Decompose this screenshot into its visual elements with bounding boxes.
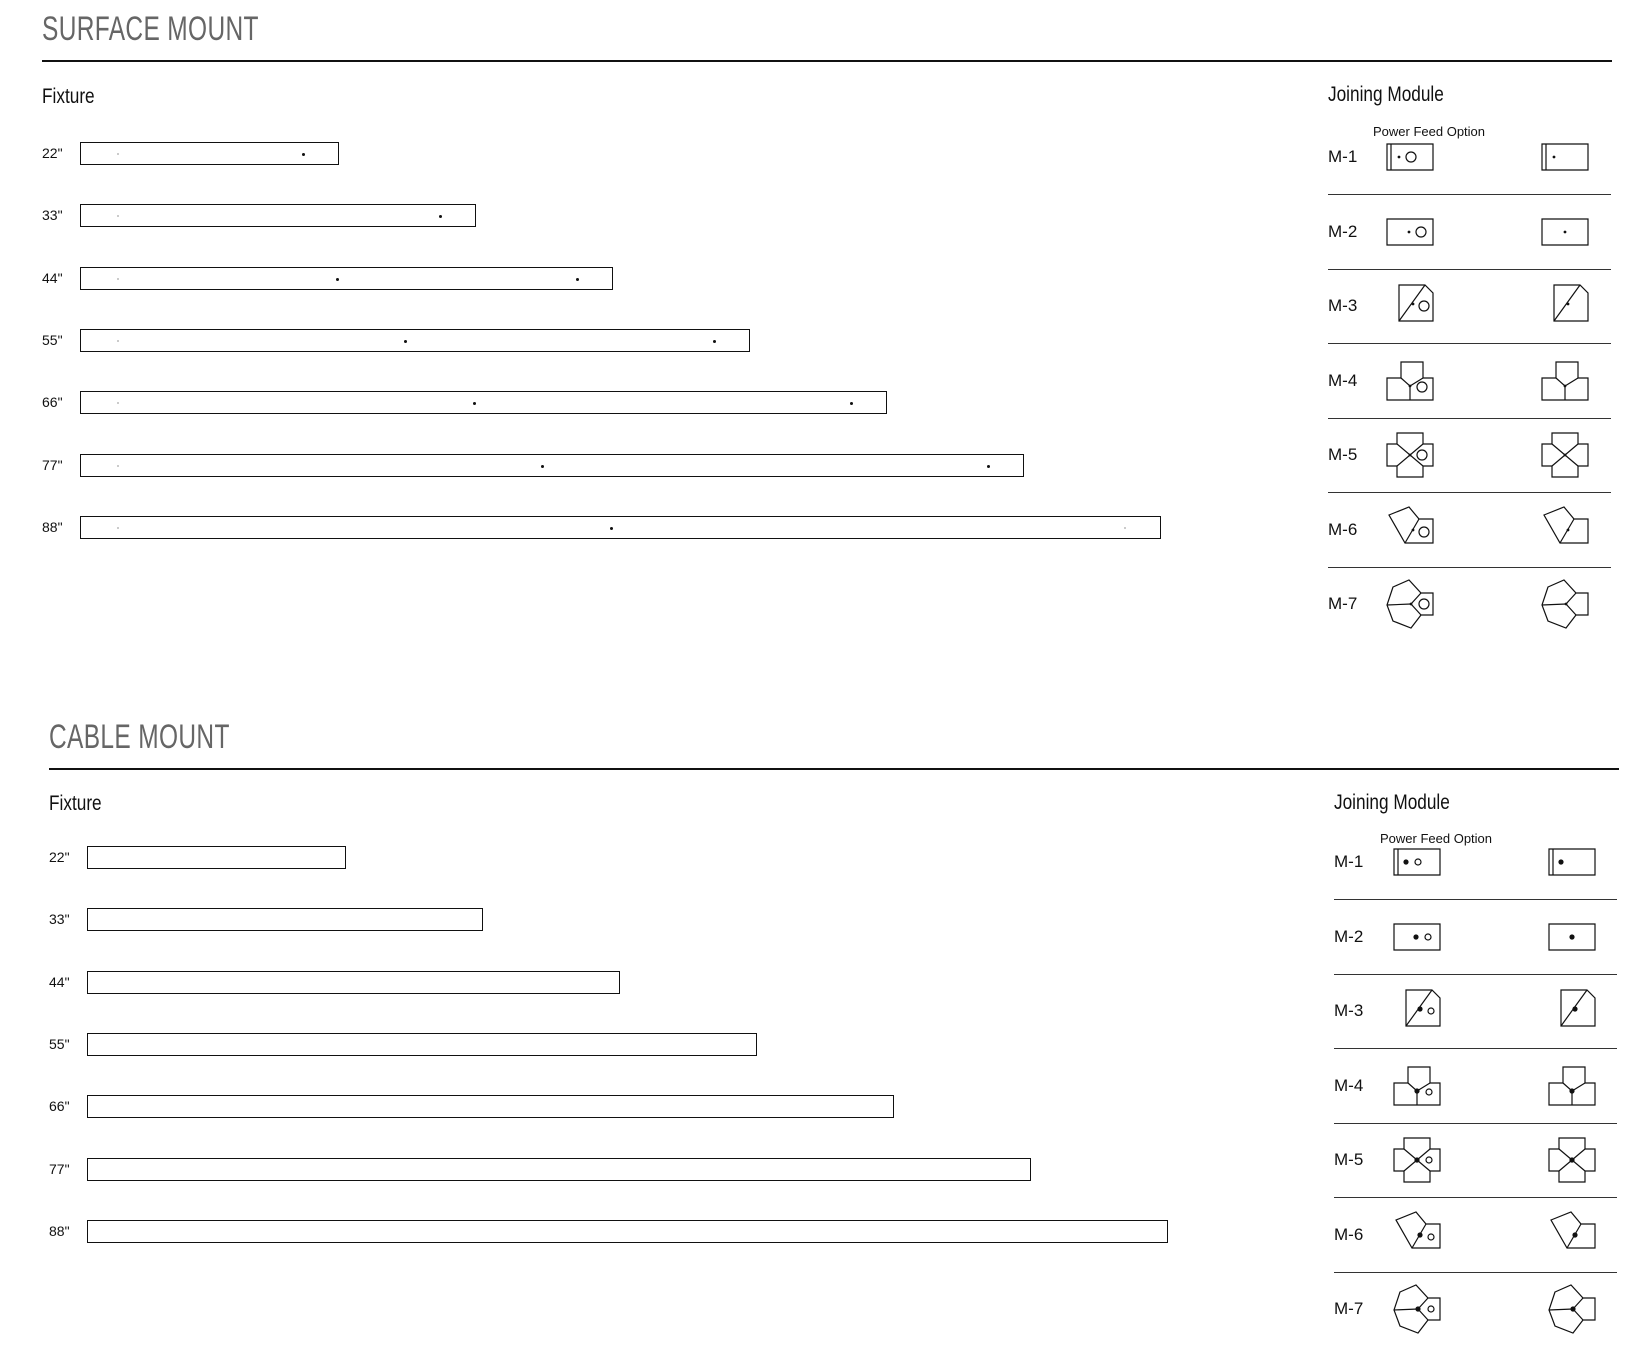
fixture-length-label: 77" — [42, 456, 63, 473]
connection-point — [1570, 1306, 1575, 1311]
module-icon-m7 — [1547, 1284, 1597, 1334]
title-rule — [49, 768, 1619, 770]
fixture-bar — [87, 971, 620, 994]
power-feed-circle — [1425, 934, 1431, 940]
module-icon-power-feed-m3 — [1392, 986, 1442, 1036]
module-label: M-1 — [1328, 147, 1358, 166]
connection-point — [1414, 1157, 1419, 1162]
module-icon-m6 — [1547, 1210, 1597, 1260]
fixture-bar — [87, 1158, 1031, 1181]
module-divider — [1334, 1197, 1617, 1198]
module-label: M-4 — [1328, 370, 1358, 390]
fixture-length-label: 66" — [42, 394, 63, 411]
connection-point — [1569, 1157, 1574, 1162]
fixture-length-label: 44" — [42, 269, 63, 286]
fixture-bar — [87, 846, 346, 869]
fixture-length-label: 88" — [42, 518, 63, 535]
fixture-heading: Fixture — [49, 792, 102, 815]
connection-point — [1414, 1088, 1419, 1093]
module-label: M-6 — [1328, 519, 1358, 539]
connection-point — [1572, 1232, 1577, 1237]
module-icon-power-feed-m1 — [1392, 837, 1442, 887]
fixture-bar — [87, 1095, 894, 1118]
module-divider — [1334, 974, 1617, 975]
power-feed-circle — [1426, 1157, 1432, 1163]
connection-point — [1417, 1232, 1422, 1237]
fixture-heading: Fixture — [42, 85, 95, 108]
section-title: SURFACE MOUNT — [42, 10, 259, 48]
connection-point — [1403, 859, 1408, 864]
module-label: M-2 — [1328, 221, 1358, 241]
power-feed-circle — [1426, 1089, 1432, 1095]
joining-module-heading: Joining Module — [1328, 83, 1444, 106]
module-icon-m5 — [1547, 1135, 1597, 1185]
power-feed-circle — [1428, 1008, 1434, 1014]
module-label: M-7 — [1328, 594, 1358, 613]
power-feed-circle — [1415, 859, 1421, 865]
module-label: M-1 — [1334, 852, 1364, 871]
module-divider — [1334, 1048, 1617, 1049]
module-icon-m3 — [1547, 986, 1597, 1036]
module-label: M-2 — [1334, 926, 1364, 946]
fixture-length-label: 33" — [49, 911, 70, 928]
section-title: CABLE MOUNT — [49, 718, 230, 756]
module-divider — [1334, 1272, 1617, 1273]
connection-point — [1417, 1006, 1422, 1011]
module-label: M-3 — [1334, 1001, 1364, 1020]
module-label: M-6 — [1334, 1224, 1364, 1244]
module-divider — [1334, 899, 1617, 900]
power-feed-circle — [1428, 1306, 1434, 1312]
module-label: M-5 — [1328, 445, 1358, 464]
connection-point — [1572, 1006, 1577, 1011]
module-icon-power-feed-m6 — [1392, 1210, 1442, 1260]
module-label: M-3 — [1328, 296, 1358, 315]
module-label: M-7 — [1334, 1299, 1364, 1318]
fixture-length-label: 33" — [42, 207, 63, 224]
module-label: M-4 — [1334, 1075, 1364, 1095]
module-icon-power-feed-m2 — [1392, 912, 1442, 962]
module-icon-power-feed-m7 — [1392, 1284, 1442, 1334]
fixture-length-label: 66" — [49, 1098, 70, 1115]
module-icon-m2 — [1547, 912, 1597, 962]
fixture-length-label: 22" — [49, 849, 70, 865]
fixture-bar — [87, 1033, 757, 1056]
power-feed-circle — [1428, 1234, 1434, 1240]
module-icon-m4 — [1547, 1061, 1597, 1111]
fixture-length-label: 55" — [49, 1035, 70, 1052]
connection-point — [1415, 1306, 1420, 1311]
fixture-length-label: 88" — [49, 1222, 70, 1239]
fixture-length-label: 44" — [49, 973, 70, 990]
module-icon-m1 — [1547, 837, 1597, 887]
connection-point — [1558, 859, 1563, 864]
module-divider — [1334, 1123, 1617, 1124]
fixture-bar — [87, 1220, 1168, 1243]
module-icon-power-feed-m4 — [1392, 1061, 1442, 1111]
joining-module-heading: Joining Module — [1334, 791, 1450, 814]
power-feed-option-label: Power Feed Option — [1373, 124, 1486, 139]
connection-point — [1413, 934, 1418, 939]
connection-point — [1569, 1088, 1574, 1093]
fixture-length-label: 55" — [42, 331, 63, 348]
fixture-bar — [87, 908, 483, 931]
module-label: M-5 — [1334, 1150, 1364, 1169]
power-feed-option-label: Power Feed Option — [1380, 831, 1493, 846]
connection-point — [1569, 934, 1574, 939]
fixture-length-label: 22" — [42, 145, 63, 161]
fixture-length-label: 77" — [49, 1160, 70, 1177]
module-icon-power-feed-m5 — [1392, 1135, 1442, 1185]
